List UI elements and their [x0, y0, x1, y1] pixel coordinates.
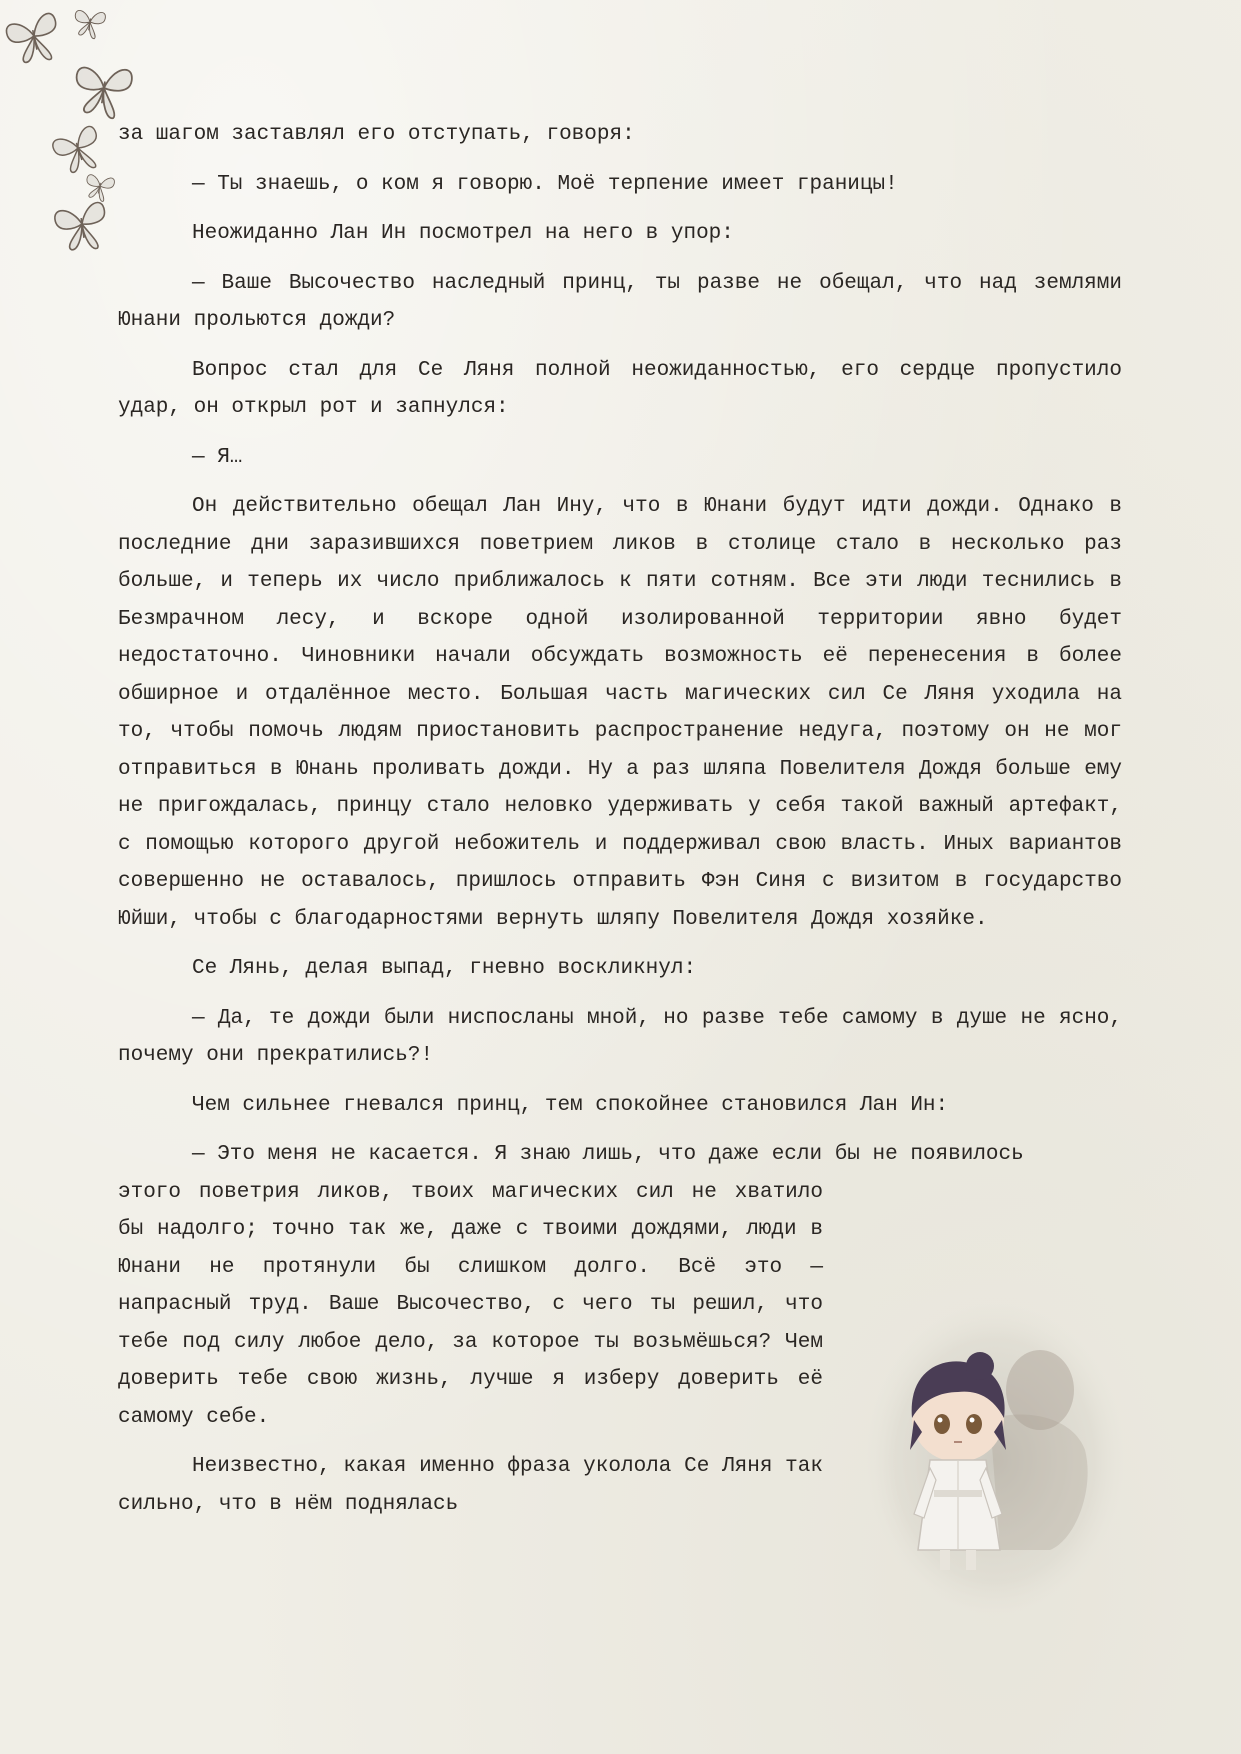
paragraph: Он действительно обещал Лан Ину, что в Юнани будут идти дожди. Однако в последние дни заразившихся поветрием ликов в столице стало в несколько раз больше, и теперь их число приближалось к пяти сотням. Все эти люди теснились в Безмрачном лесу, и вскоре одной изолированной территории явно будет недостаточно. Чиновники начали обсуждать возможность её перенесения в более обширное и отдалённое место. Большая часть магических сил Се Ляня уходила на то, чтобы помочь людям приостановить распространение недуга, поэтому он не мог отправиться в Юнань проливать дожди. Ну а раз шляпа Повелителя Дождя больше ему не пригождалась, принцу стало неловко удерживать у себя такой важный артефакт, с помощью которого другой небожитель и поддерживал свою власть. Иных вариантов совершенно не оставалось, пришлось отправить Фэн Синя с визитом в государство Юйши, чтобы с благодарностями вернуть шляпу Повелителя Дождя хозяйке.	[118, 495, 1122, 931]
paragraph: за шагом заставлял его отступать, говоря:	[118, 123, 635, 146]
paragraph: Вопрос стал для Се Ляня полной неожиданностью, его сердце пропустило удар, он открыл рот и запнулся:	[118, 358, 1122, 419]
paragraph: — Ты знаешь, о ком я говорю. Моё терпение имеет границы!	[192, 172, 898, 196]
paragraph: — Да, те дожди были ниспосланы мной, но разве тебе самому в душе не ясно, почему они прекратились?!	[118, 1006, 1122, 1067]
paragraph: Се Лянь, делая выпад, гневно воскликнул:	[192, 957, 697, 980]
paragraph: — Я…	[192, 445, 243, 469]
paragraph: — Ваше Высочество наследный принц, ты разве не обещал, что над землями Юнани прольются дожди?	[118, 271, 1122, 332]
paragraph: этого поветрия ликов, твоих магических сил не хватило бы надолго; точно так же, даже с твоими дождями, люди в Юнани не протянули бы слишком долго. Всё это — напрасный труд. Ваше Высочество, с чего ты решил, что тебе под силу любое дело, за которое ты возьмёшься? Чем доверить тебе свою жизнь, лучше я изберу доверить её самому себе.	[118, 1180, 823, 1429]
paragraph: — Это меня не касается. Я знаю лишь, что даже если бы не появилось	[192, 1143, 1024, 1166]
paragraph: Неизвестно, какая именно фраза уколола Се Ляня так сильно, что в нём поднялась	[118, 1455, 823, 1516]
chibi-figure-illustration	[860, 1300, 1130, 1620]
paragraph: Чем сильнее гневался принц, тем спокойнее становился Лан Ин:	[192, 1093, 949, 1117]
paragraph: Неожиданно Лан Ин посмотрел на него в упор:	[192, 222, 734, 245]
